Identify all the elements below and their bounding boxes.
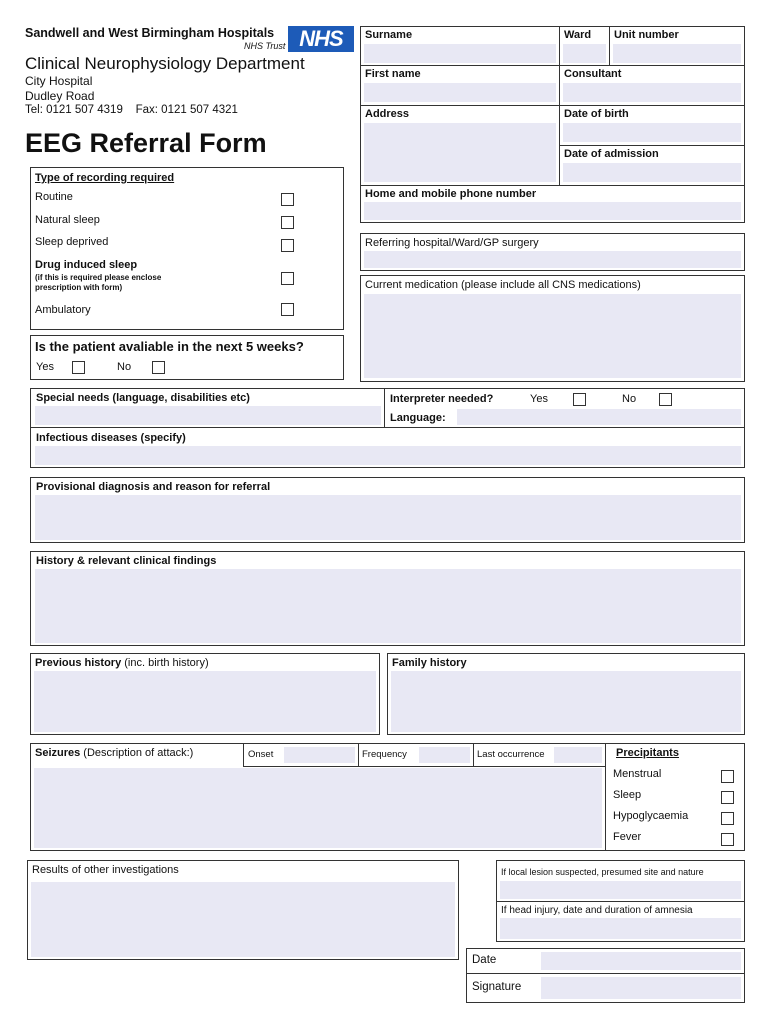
trust-name: Sandwell and West Birmingham Hospitals [25, 26, 275, 40]
dob-field[interactable] [563, 123, 741, 142]
history-field[interactable] [35, 569, 741, 643]
option-drug-induced-checkbox[interactable] [281, 272, 294, 285]
availability-question: Is the patient avaliable in the next 5 weeks? [35, 339, 304, 354]
previous-history-field[interactable] [34, 671, 376, 732]
first-name-section [360, 65, 560, 106]
medication-field[interactable] [364, 294, 741, 378]
admission-field[interactable] [563, 163, 741, 182]
availability-yes-checkbox[interactable] [72, 361, 85, 374]
availability-no-label: No [117, 361, 132, 373]
interpreter-yes-label: Yes [530, 393, 548, 405]
diagnosis-label: Provisional diagnosis and reason for referral [36, 481, 271, 493]
recording-type-section [30, 167, 344, 330]
nhs-logo: NHS [288, 26, 354, 52]
option-drug-induced-label: Drug induced sleep [35, 259, 138, 271]
surname-field[interactable] [364, 44, 556, 63]
ward-label: Ward [564, 29, 592, 41]
infectious-section [30, 427, 745, 468]
signature-section [466, 973, 745, 1003]
last-occurrence-label: Last occurrence [477, 749, 545, 760]
ward-section [559, 26, 610, 66]
previous-history-section [30, 653, 380, 735]
trust-sub: NHS Trust [244, 41, 286, 51]
head-injury-field[interactable] [500, 918, 741, 939]
seizures-label [35, 747, 193, 759]
onset-label: Onset [248, 749, 274, 760]
family-history-section [387, 653, 745, 735]
phone-section [360, 185, 745, 223]
unit-number-field[interactable] [613, 44, 741, 63]
results-field[interactable] [31, 882, 455, 957]
availability-yes-label: Yes [36, 361, 54, 373]
drug-note-line-1: (if this is required please enclose [35, 273, 162, 282]
interpreter-yes-checkbox[interactable] [573, 393, 586, 406]
interpreter-label: Interpreter needed? [390, 393, 494, 405]
precip-hypoglycaemia-label: Hypoglycaemia [613, 810, 689, 822]
previous-history-label [35, 657, 209, 669]
medication-section [360, 275, 745, 382]
admission-label: Date of admission [564, 148, 659, 160]
lesion-label: If local lesion suspected, presumed site and nature [501, 867, 704, 877]
address-label: Address [365, 108, 410, 120]
frequency-field[interactable] [419, 747, 470, 763]
option-natural-sleep-checkbox[interactable] [281, 216, 294, 229]
precip-sleep-label: Sleep [613, 789, 642, 801]
last-occurrence-section [473, 743, 606, 767]
referring-field[interactable] [364, 251, 741, 268]
infectious-field[interactable] [35, 446, 741, 465]
recording-heading: Type of recording required [35, 172, 175, 184]
phone-label: Home and mobile phone number [365, 188, 537, 200]
history-label: History & relevant clinical findings [36, 555, 217, 567]
option-sleep-deprived-checkbox[interactable] [281, 239, 294, 252]
option-ambulatory-checkbox[interactable] [281, 303, 294, 316]
diagnosis-field[interactable] [35, 495, 741, 540]
option-natural-sleep-label: Natural sleep [35, 214, 100, 226]
unit-number-section [609, 26, 745, 66]
frequency-label: Frequency [362, 749, 407, 760]
history-section [30, 551, 745, 646]
precip-fever-label: Fever [613, 831, 642, 843]
form-title: EEG Referral Form [25, 128, 267, 158]
diagnosis-section [30, 477, 745, 543]
surname-section [360, 26, 560, 66]
date-section [466, 948, 745, 974]
precipitants-heading: Precipitants [616, 747, 679, 759]
department-title: Clinical Neurophysiology Department [25, 54, 305, 73]
precipitants-section [605, 743, 745, 851]
precip-fever-checkbox[interactable] [721, 833, 734, 846]
language-label: Language: [390, 412, 446, 424]
referring-section [360, 233, 745, 271]
medication-label: Current medication (please include all CNS medications) [365, 279, 641, 291]
infectious-label: Infectious diseases (specify) [36, 432, 186, 444]
address-section [360, 105, 560, 186]
unit-number-label: Unit number [614, 29, 679, 41]
special-needs-section [30, 388, 385, 428]
precip-hypoglycaemia-checkbox[interactable] [721, 812, 734, 825]
head-injury-label: If head injury, date and duration of amnesia [501, 905, 693, 916]
availability-section [30, 335, 344, 380]
frequency-section [358, 743, 474, 767]
first-name-field[interactable] [364, 83, 556, 102]
consultant-label: Consultant [564, 68, 622, 80]
option-routine-checkbox[interactable] [281, 193, 294, 206]
seizures-label-bold: Seizures [35, 747, 81, 759]
family-history-label: Family history [392, 657, 467, 669]
option-ambulatory-label: Ambulatory [35, 304, 91, 316]
drug-note-line-2: prescription with form) [35, 283, 123, 292]
option-sleep-deprived-label: Sleep deprived [35, 236, 109, 248]
availability-no-checkbox[interactable] [152, 361, 165, 374]
last-occurrence-field[interactable] [554, 747, 602, 763]
special-needs-field[interactable] [35, 406, 381, 425]
consultant-field[interactable] [563, 83, 741, 102]
date-label: Date [472, 954, 497, 966]
dob-label: Date of birth [564, 108, 629, 120]
ward-field[interactable] [563, 44, 606, 63]
signature-field[interactable] [541, 977, 741, 999]
interpreter-no-checkbox[interactable] [659, 393, 672, 406]
interpreter-section [384, 388, 745, 428]
option-routine-label: Routine [35, 191, 73, 203]
head-injury-section [496, 901, 745, 942]
lesion-section [496, 860, 745, 902]
surname-label: Surname [365, 29, 413, 41]
date-field[interactable] [541, 952, 741, 970]
previous-history-label-rest: (inc. birth history) [121, 657, 209, 669]
results-label: Results of other investigations [32, 864, 179, 876]
address-field[interactable] [364, 123, 556, 182]
onset-field[interactable] [284, 747, 355, 763]
special-needs-label: Special needs (language, disabilities etc) [36, 392, 250, 404]
referring-label: Referring hospital/Ward/GP surgery [365, 237, 539, 249]
onset-section [243, 743, 359, 767]
consultant-section [559, 65, 745, 106]
address-line-1: City Hospital [25, 74, 93, 88]
precip-menstrual-checkbox[interactable] [721, 770, 734, 783]
interpreter-no-label: No [622, 393, 637, 405]
admission-section [559, 145, 745, 186]
seizures-label-rest: (Description of attack:) [80, 747, 194, 759]
lesion-field[interactable] [500, 881, 741, 899]
contact-line: Tel: 0121 507 4319 Fax: 0121 507 4321 [25, 104, 238, 116]
phone-field[interactable] [364, 202, 741, 220]
precip-sleep-checkbox[interactable] [721, 791, 734, 804]
seizures-description-field[interactable] [34, 768, 602, 848]
family-history-field[interactable] [391, 671, 741, 732]
signature-label: Signature [472, 981, 522, 993]
dob-section [559, 105, 745, 146]
results-section [27, 860, 459, 960]
first-name-label: First name [365, 68, 421, 80]
precip-menstrual-label: Menstrual [613, 768, 662, 780]
language-field[interactable] [457, 409, 741, 425]
previous-history-label-bold: Previous history [35, 657, 122, 669]
address-line-2: Dudley Road [25, 89, 95, 103]
